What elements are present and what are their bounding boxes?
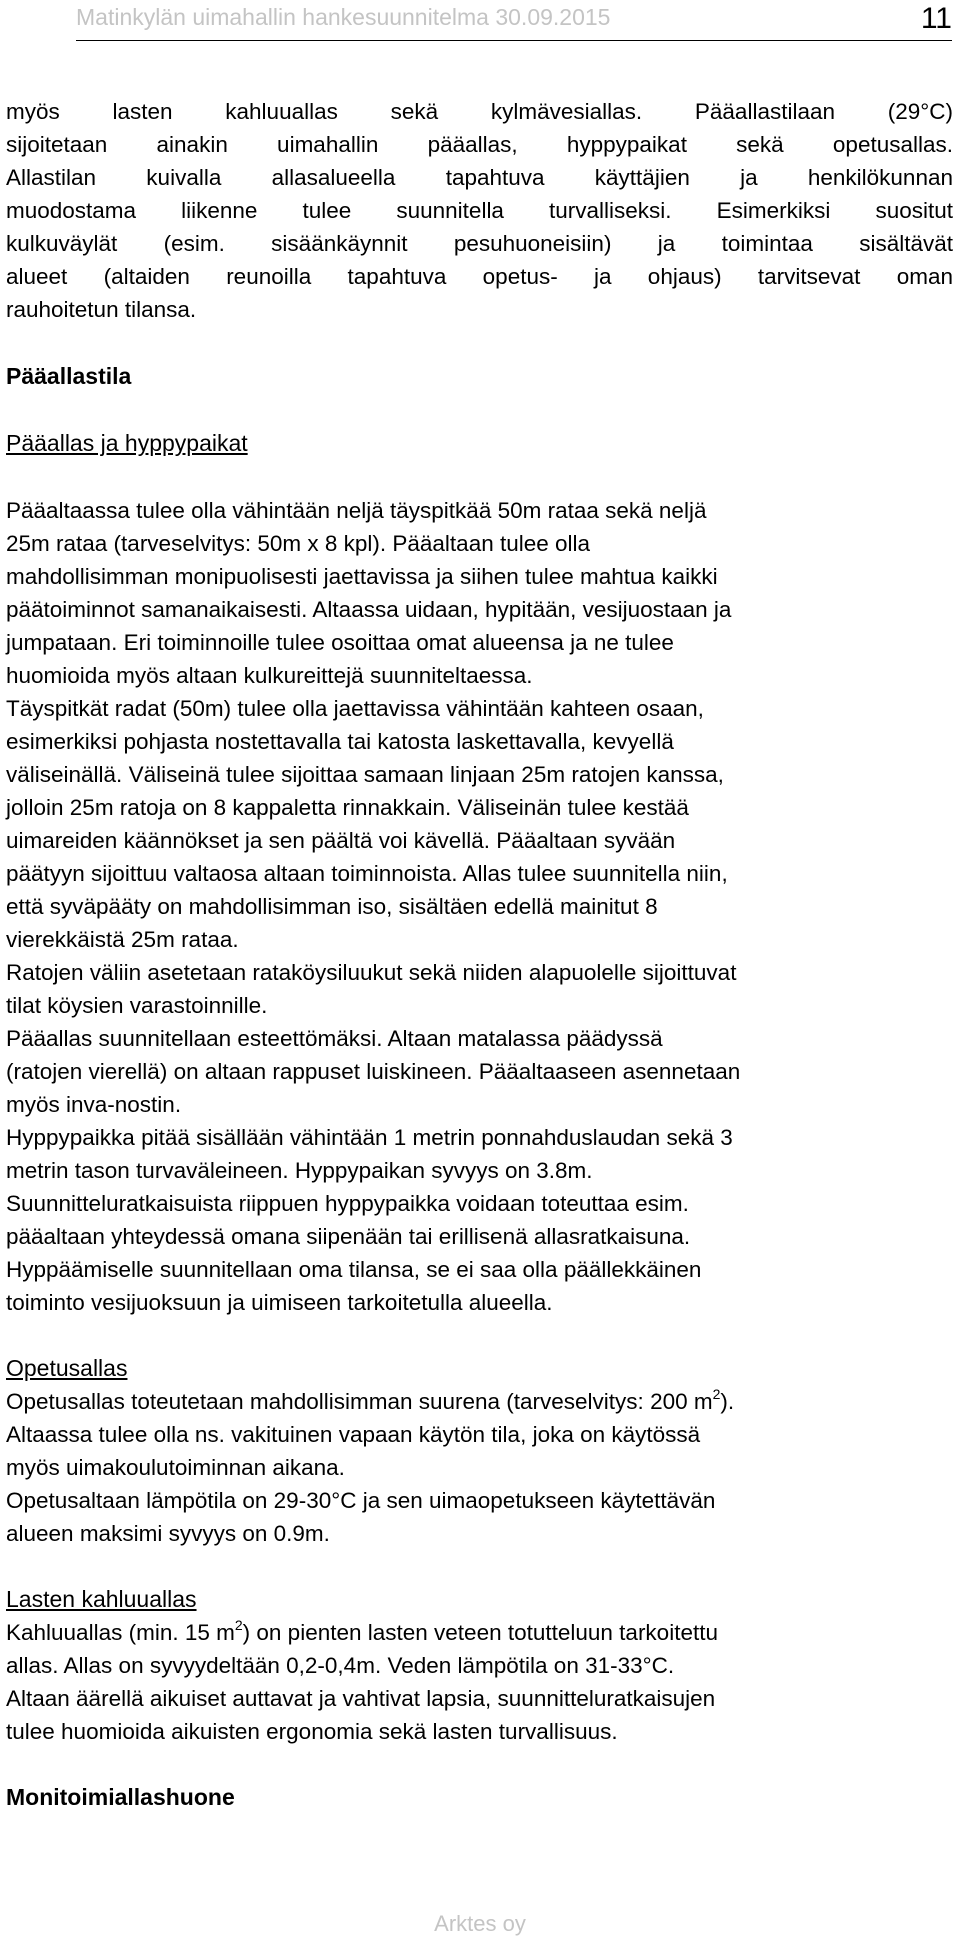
document-title: Matinkylän uimahallin hankesuunnitelma 30.09.2015 xyxy=(76,4,611,30)
lasten-paragraph xyxy=(6,1616,953,1748)
section-heading-paaallastila: Pääallastila xyxy=(6,363,132,389)
text-line: pääaltaan yhteydessä omana siipenään tai erillisenä allasratkaisuna. xyxy=(6,1224,691,1249)
text-line: (ratojen vierellä) on altaan rappuset luiskineen. Pääaltaaseen asennetaan xyxy=(6,1059,741,1084)
text-line: väliseinällä. Väliseinä tulee sijoittaa samaan linjaan 25m ratojen kanssa, xyxy=(6,762,724,787)
document-body xyxy=(6,95,953,1814)
text-line: Ratojen väliin asetetaan rataköysiluukut sekä niiden alapuolelle sijoittuvat xyxy=(6,960,737,985)
text-line: että syväpääty on mahdollisimman iso, sisältäen edellä mainitut 8 xyxy=(6,894,658,919)
text-span: Kahluuallas (min. 15 m xyxy=(6,1620,235,1645)
section-heading-monitoimiallashuone: Monitoimiallashuone xyxy=(6,1784,235,1810)
text-line: Allastilan kuivalla allasalueella tapahtuva käyttäjien ja henkilökunnan xyxy=(6,165,953,190)
text-line: päätoiminnot samanaikaisesti. Altaassa uidaan, hypitään, vesijuostaan ja xyxy=(6,597,732,622)
text-line: 25m rataa (tarveselvitys: 50m x 8 kpl). Pääaltaan tulee olla xyxy=(6,531,591,556)
text-line: Hyppypaikka pitää sisällään vähintään 1 metrin ponnahduslaudan sekä 3 xyxy=(6,1125,733,1150)
page-footer: Arktes oy xyxy=(434,1911,526,1936)
text-line: myös lasten kahluuallas sekä kylmävesiallas. Pääallastilaan (29°C) xyxy=(6,99,953,124)
text-line: Hyppäämiselle suunnitellaan oma tilansa, se ei saa olla päällekkäinen xyxy=(6,1257,702,1282)
text-line: päätyyn sijoittuu valtaosa altaan toiminnoista. Allas tulee suunnitella niin, xyxy=(6,861,728,886)
text-line xyxy=(6,1616,953,1649)
text-line: Opetusaltaan lämpötila on 29-30°C ja sen uimaopetukseen käytettävän xyxy=(6,1488,716,1513)
text-line: uimareiden käännökset ja sen päältä voi kävellä. Pääaltaan syvään xyxy=(6,828,676,853)
text-line: rauhoitetun tilansa. xyxy=(6,297,197,322)
intro-paragraph xyxy=(6,95,953,326)
text-line: sijoitetaan ainakin uimahallin pääallas, hyppypaikat sekä opetusallas. xyxy=(6,132,953,157)
text-line: Täyspitkät radat (50m) tulee olla jaettavissa vähintään kahteen osaan, xyxy=(6,696,704,721)
text-line: muodostama liikenne tulee suunnitella turvalliseksi. Esimerkiksi suositut xyxy=(6,198,953,223)
text-line: myös uimakoulutoiminnan aikana. xyxy=(6,1455,345,1480)
text-line: huomioida myös altaan kulkureittejä suunniteltaessa. xyxy=(6,663,533,688)
superscript: 2 xyxy=(234,1616,243,1633)
text-line: metrin tason turvaväleineen. Hyppypaikan syvyys on 3.8m. xyxy=(6,1158,593,1183)
text-line: tulee huomioida aikuisten ergonomia sekä lasten turvallisuus. xyxy=(6,1719,618,1744)
text-line: alueen maksimi syvyys on 0.9m. xyxy=(6,1521,330,1546)
text-line xyxy=(6,1385,953,1418)
text-line: jumpataan. Eri toiminnoille tulee osoittaa omat alueensa ja ne tulee xyxy=(6,630,674,655)
text-line: Suunnitteluratkaisuista riippuen hyppypaikka voidaan toteuttaa esim. xyxy=(6,1191,689,1216)
text-line: allas. Allas on syvyydeltään 0,2-0,4m. Veden lämpötila on 31-33°C. xyxy=(6,1653,675,1678)
subheading-paaallas: Pääallas ja hyppypaikat xyxy=(6,430,248,456)
text-span: ). xyxy=(720,1389,735,1414)
text-line: Altaan äärellä aikuiset auttavat ja vahtivat lapsia, suunnitteluratkaisujen xyxy=(6,1686,716,1711)
text-line: alueet (altaiden reunoilla tapahtuva opetus- ja ohjaus) tarvitsevat oman xyxy=(6,264,953,289)
text-line: vierekkäistä 25m rataa. xyxy=(6,927,239,952)
text-line: Pääaltaassa tulee olla vähintään neljä täyspitkää 50m rataa sekä neljä xyxy=(6,498,707,523)
text-line: kulkuväylät (esim. sisäänkäynnit pesuhuoneisiin) ja toimintaa sisältävät xyxy=(6,231,953,256)
page-number: 11 xyxy=(920,2,952,35)
text-line: Pääallas suunnitellaan esteettömäksi. Altaan matalassa päädyssä xyxy=(6,1026,663,1051)
paaallas-paragraph xyxy=(6,494,953,1319)
opetusallas-paragraph xyxy=(6,1385,953,1550)
header-divider xyxy=(76,40,952,41)
text-line: Altaassa tulee olla ns. vakituinen vapaan käytön tila, joka on käytössä xyxy=(6,1422,701,1447)
text-line: myös inva-nostin. xyxy=(6,1092,182,1117)
text-span: Opetusallas toteutetaan mahdollisimman suurena (tarveselvitys: 200 m xyxy=(6,1389,713,1414)
text-line: tilat köysien varastoinnille. xyxy=(6,993,268,1018)
page-header xyxy=(76,2,952,38)
superscript: 2 xyxy=(712,1385,721,1402)
text-line: esimerkiksi pohjasta nostettavalla tai katosta laskettavalla, kevyellä xyxy=(6,729,674,754)
subheading-lasten-kahluuallas: Lasten kahluuallas xyxy=(6,1586,197,1612)
text-span: ) on pienten lasten veteen totutteluun tarkoitettu xyxy=(242,1620,718,1645)
text-line: jolloin 25m ratoja on 8 kappaletta rinnakkain. Väliseinän tulee kestää xyxy=(6,795,689,820)
subheading-opetusallas: Opetusallas xyxy=(6,1355,128,1381)
text-line: mahdollisimman monipuolisesti jaettavissa ja siihen tulee mahtua kaikki xyxy=(6,564,718,589)
text-line: toiminto vesijuoksuun ja uimiseen tarkoitetulla alueella. xyxy=(6,1290,553,1315)
